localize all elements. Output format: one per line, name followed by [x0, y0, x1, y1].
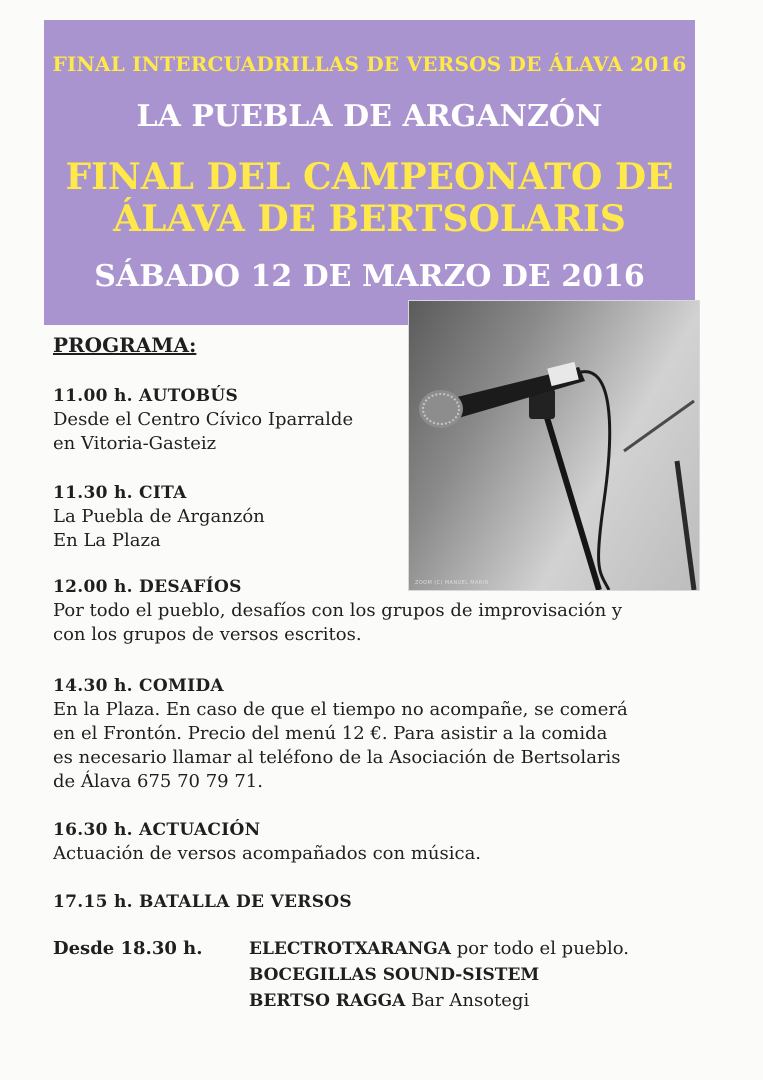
program-item-cita — [53, 481, 265, 553]
event-date: SÁBADO 12 DE MARZO DE 2016 — [94, 259, 645, 294]
program-item-text: Actuación de versos acompañados con música. — [53, 843, 482, 864]
program-item-text: en Vitoria-Gasteiz — [53, 433, 217, 454]
evening-time-label: Desde 18.30 h. — [53, 938, 203, 959]
program-item-text: en el Frontón. Precio del menú 12 €. Para asistir a la comida — [53, 723, 608, 744]
evening-event — [249, 936, 629, 962]
photo-credit: ZOOM (C) MANUEL MARIN — [415, 580, 489, 586]
header-banner — [44, 20, 695, 325]
program-item-heading: 17.15 h. BATALLA DE VERSOS — [53, 892, 352, 912]
program-item-heading: 11.30 h. CITA — [53, 483, 187, 503]
program-item-heading: 11.00 h. AUTOBÚS — [53, 386, 239, 406]
program-item-heading: 14.30 h. COMIDA — [53, 676, 224, 696]
program-item-text: En la Plaza. En caso de que el tiempo no acompañe, se comerá — [53, 699, 628, 720]
location-title: LA PUEBLA DE ARGANZÓN — [136, 99, 603, 134]
evening-events-list — [249, 936, 629, 1014]
program-item-text: Por todo el pueblo, desafíos con los grupos de improvisación y — [53, 600, 623, 621]
evening-event-name: BOCEGILLAS SOUND-SISTEM — [249, 965, 540, 985]
evening-event-name: ELECTROTXARANGA — [249, 939, 451, 959]
main-title-line-1: FINAL DEL CAMPEONATO DE — [65, 156, 674, 198]
program-item-text: es necesario llamar al teléfono de la Asociación de Bertsolaris — [53, 747, 621, 768]
microphone-icon — [409, 301, 699, 590]
program-item-autobus — [53, 384, 353, 456]
evening-event-name: BERTSO RAGGA — [249, 991, 406, 1011]
program-item-actuacion — [53, 818, 481, 866]
program-item-batalla — [53, 890, 352, 914]
evening-event-detail: Bar Ansotegi — [405, 990, 530, 1011]
programa-heading: PROGRAMA: — [53, 333, 197, 357]
program-item-text: Desde el Centro Cívico Iparralde — [53, 409, 354, 430]
program-item-desafios — [53, 575, 622, 647]
evening-event — [249, 988, 629, 1014]
program-item-text: de Álava 675 70 79 71. — [53, 771, 263, 792]
main-title-line-2: ÁLAVA DE BERTSOLARIS — [113, 198, 626, 240]
program-item-comida — [53, 674, 628, 794]
evening-event-detail: por todo el pueblo. — [450, 938, 629, 959]
program-item-text: con los grupos de versos escritos. — [53, 624, 362, 645]
event-series-title: FINAL INTERCUADRILLAS DE VERSOS DE ÁLAVA 2016 — [52, 52, 687, 76]
program-item-text: En La Plaza — [53, 530, 161, 551]
microphone-photo — [409, 301, 699, 590]
program-item-text: La Puebla de Arganzón — [53, 506, 265, 527]
main-title — [44, 156, 695, 240]
evening-event — [249, 962, 629, 988]
program-item-heading: 16.30 h. ACTUACIÓN — [53, 820, 261, 840]
program-item-heading: 12.00 h. DESAFÍOS — [53, 577, 242, 597]
